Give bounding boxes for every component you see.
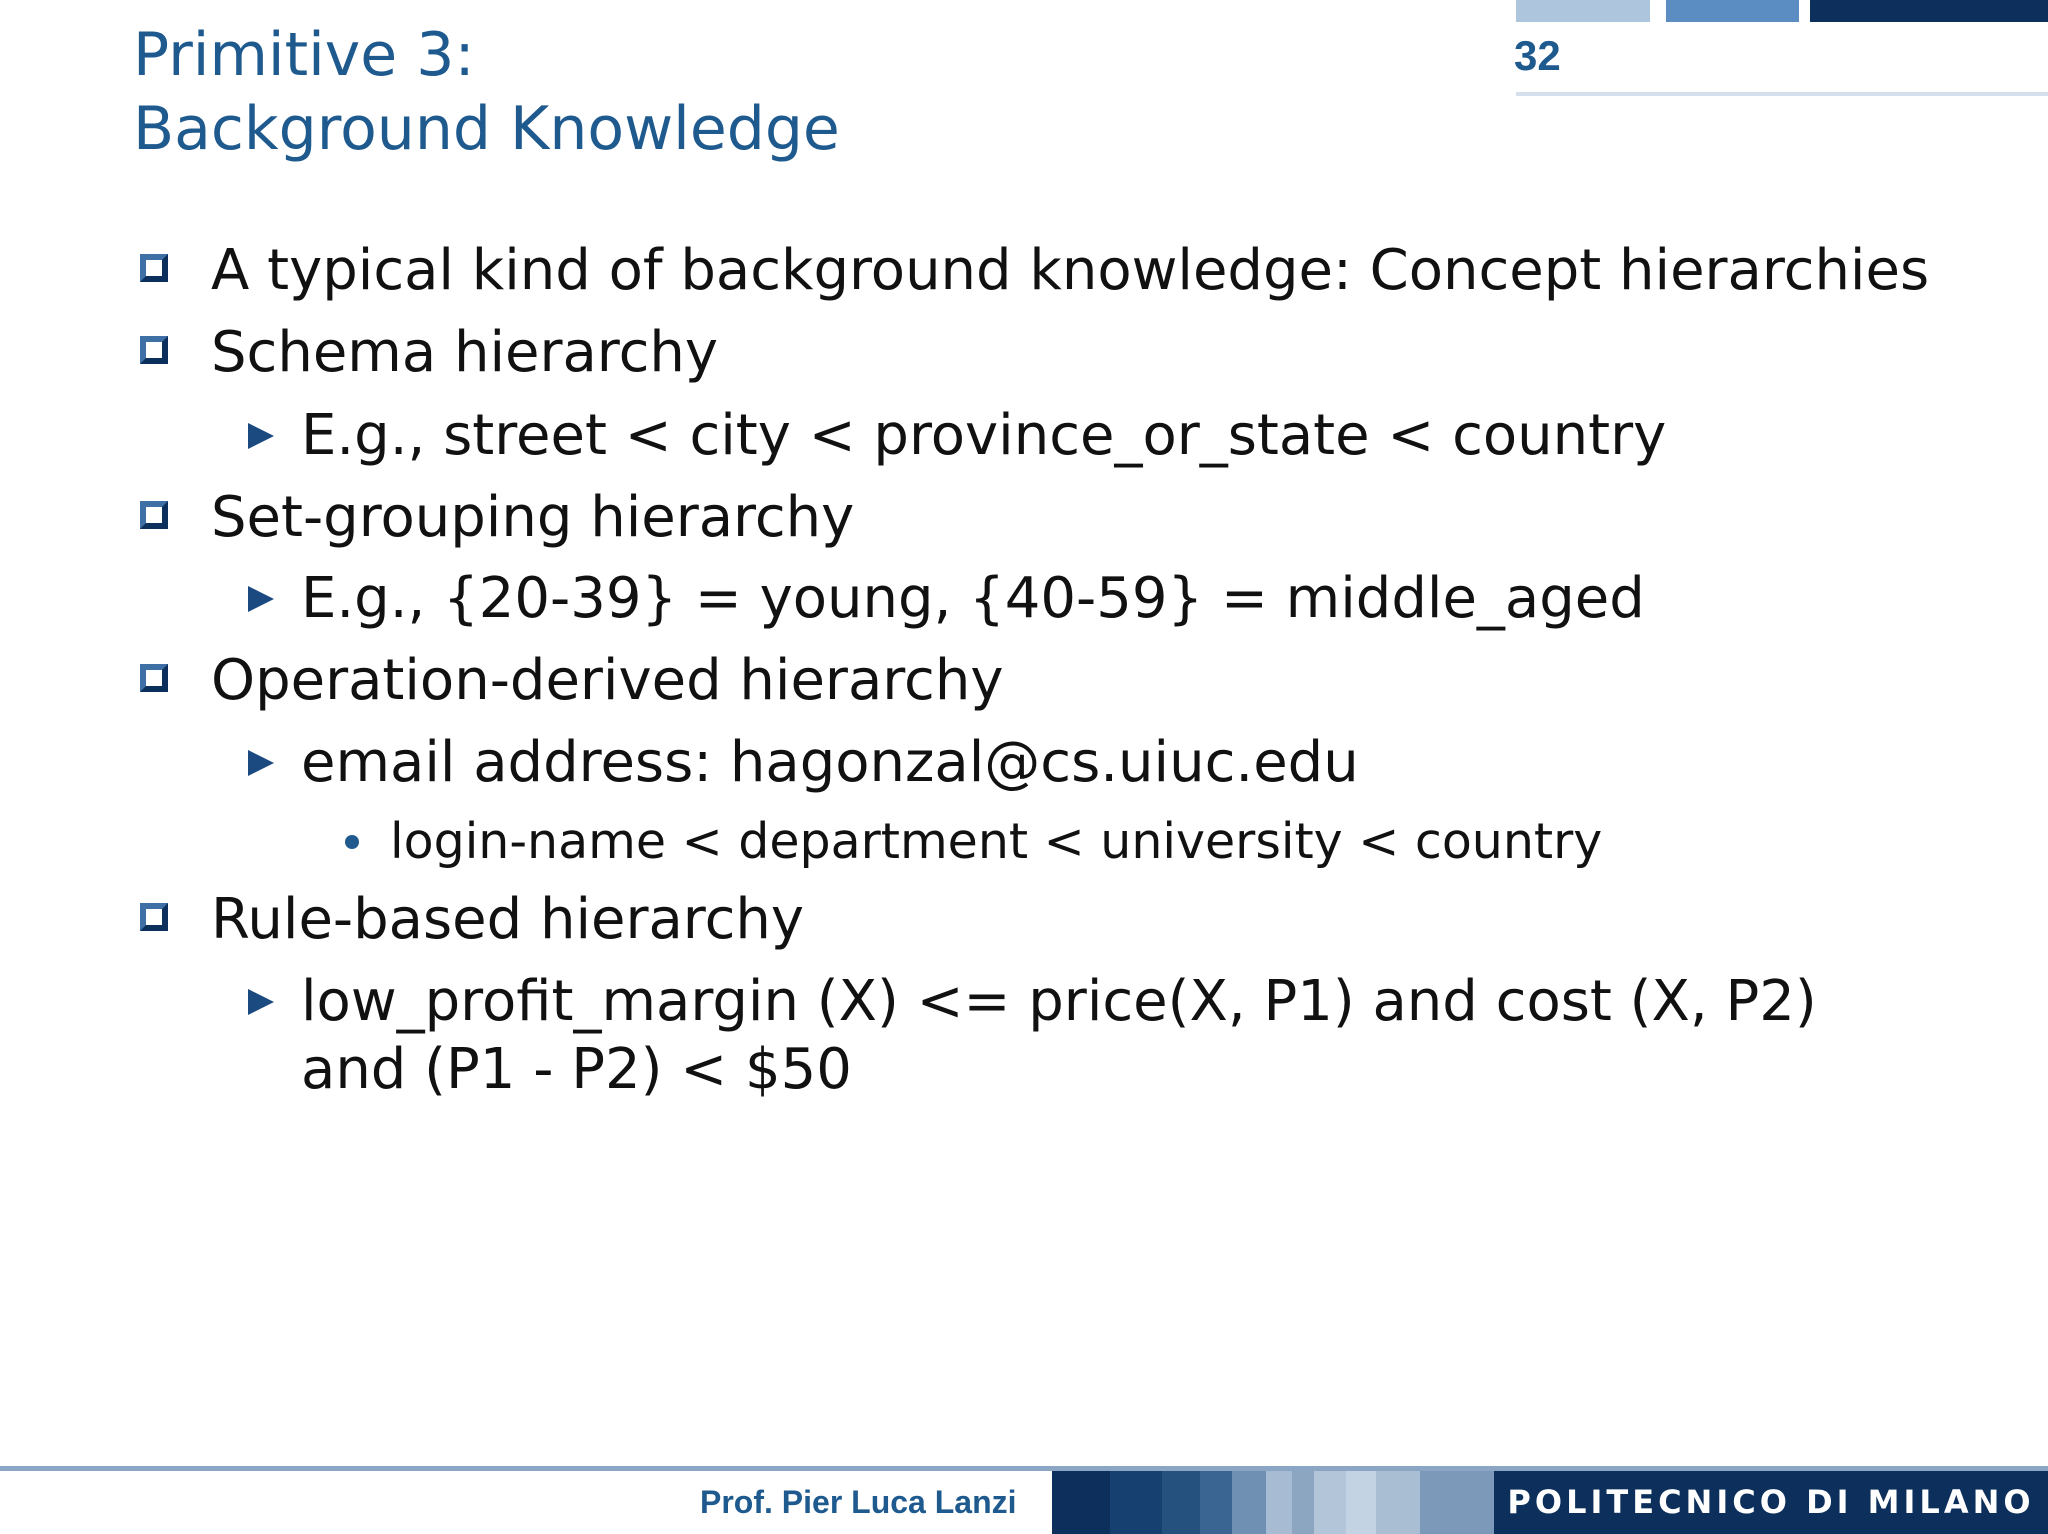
triangle-bullet-icon (248, 586, 274, 612)
checkbox-bullet-icon (140, 501, 168, 529)
footer-block (1232, 1471, 1266, 1534)
footer-author: Prof. Pier Luca Lanzi (700, 1484, 1017, 1520)
footer-block (1314, 1471, 1346, 1534)
footer-block (1292, 1471, 1314, 1534)
footer (0, 1466, 2048, 1534)
checkbox-bullet-icon (140, 664, 168, 692)
sub-bullet-text: E.g., {20-39} = young, {40-59} = middle_aged (301, 566, 1645, 631)
triangle-bullet-icon (248, 423, 274, 449)
footer-block (1052, 1471, 1110, 1534)
checkbox-bullet-icon (140, 254, 168, 282)
bullet-text: Schema hierarchy (211, 320, 719, 385)
slide-title-line-2: Background Knowledge (133, 94, 840, 164)
bullet-text: Set-grouping hierarchy (211, 485, 855, 550)
sub-bullet-text: email address: hagonzal@cs.uiuc.edu (301, 730, 1359, 795)
sub-bullet-text-line-2: and (P1 - P2) < $50 (301, 1037, 852, 1102)
slide-number: 32 (1514, 32, 1561, 79)
footer-block (1162, 1471, 1200, 1534)
sub-bullet-text-line-1: low_profit_margin (X) <= price(X, P1) and cost (X, P2) (301, 969, 1817, 1034)
footer-block (1376, 1471, 1420, 1534)
bullet-text: Operation-derived hierarchy (211, 648, 1004, 713)
footer-block (1110, 1471, 1162, 1534)
checkbox-bullet-icon (140, 336, 168, 364)
triangle-bullet-icon (248, 750, 274, 776)
footer-block (1420, 1471, 1494, 1534)
footer-block (1346, 1471, 1376, 1534)
footer-block (1266, 1471, 1292, 1534)
bullet-text: A typical kind of background knowledge: Concept hierarchies (211, 238, 1930, 303)
slide-title-line-1: Primitive 3: (133, 20, 475, 90)
sub-bullet-text: E.g., street < city < province_or_state < country (301, 403, 1667, 468)
dot-bullet-icon (345, 835, 359, 849)
footer-institution: POLITECNICO DI MILANO (1494, 1471, 2048, 1534)
triangle-bullet-icon (248, 989, 274, 1015)
footer-block (1200, 1471, 1232, 1534)
bullet-text: Rule-based hierarchy (211, 887, 805, 952)
sub-sub-bullet-text: login-name < department < university < country (390, 813, 1603, 870)
checkbox-bullet-icon (140, 903, 168, 931)
